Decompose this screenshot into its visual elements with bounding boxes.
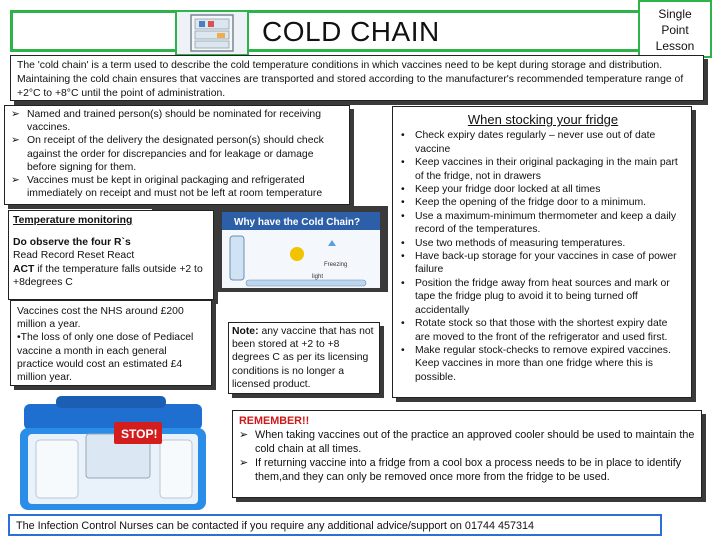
- bullet-icon: •: [401, 344, 405, 356]
- bullet-icon: •: [401, 237, 405, 249]
- stocking-list: [401, 129, 685, 384]
- cost-line-2: •The loss of only one dose of Pediacel vaccine a month in each general practice would cost an estimated £4 million year.: [17, 332, 194, 384]
- poster-freezing-label: Freezing: [324, 262, 348, 268]
- list-item: [11, 174, 345, 200]
- list-item: [239, 428, 695, 456]
- list-item-text: Have back-up storage for your vaccines in case of power failure: [415, 251, 677, 276]
- licensing-note-box: [228, 322, 380, 394]
- list-item-text: If returning vaccine into a fridge from a cool box a process needs to be in place to identify them,and they can only be removed once more from the fridge to be used.: [255, 457, 682, 483]
- list-item-text: Keep the opening of the fridge door to a minimum.: [415, 197, 647, 209]
- four-rs-heading: Do observe the four R`s: [13, 236, 131, 248]
- list-item: [239, 456, 695, 484]
- receiving-list: [11, 108, 345, 200]
- list-item-text: Rotate stock so that those with the shortest expiry date are moved to the front of the refrigerator and used first.: [415, 318, 668, 343]
- list-item: [401, 317, 685, 344]
- page-title: COLD CHAIN: [262, 16, 440, 47]
- note-text: any vaccine that has not been stored at +2 to +8 degrees C as per its licensing conditions is no longer a licensed product.: [232, 326, 374, 390]
- list-item-text: Keep vaccines in their original packaging in the main part of the fridge, not in drawers: [415, 157, 678, 182]
- bullet-icon: •: [401, 197, 405, 209]
- list-item-text: Vaccines must be kept in original packaging and refrigerated immediately on receipt and must not be left at room temperature: [27, 175, 323, 200]
- act-word: ACT: [13, 263, 35, 275]
- bullet-icon: •: [401, 157, 405, 169]
- note-label: Note:: [232, 326, 259, 337]
- intro-paragraph: The 'cold chain' is a term used to describe the cold temperature conditions in which vaccines need to be kept during storage and distribution. Maintaining the cold chain ensures that vaccines are transported and stored according to the manufacturer's recommended temperature range of +2°C to +8°C until the point of administration.: [10, 55, 704, 101]
- poster-title: Why have the Cold Chain?: [234, 217, 361, 228]
- bullet-icon: •: [401, 277, 405, 289]
- badge-line-3: Lesson: [655, 39, 695, 53]
- bullet-icon: •: [401, 184, 405, 196]
- cost-line-1: Vaccines cost the NHS around £200 million a year.: [17, 306, 184, 331]
- vaccine-cool-box-image: [10, 396, 232, 512]
- receiving-vaccines-box: [4, 105, 350, 205]
- stocking-heading: When stocking your fridge: [467, 112, 619, 127]
- list-item-text: Named and trained person(s) should be nominated for receiving vaccines.: [27, 109, 321, 134]
- list-item: [11, 134, 345, 174]
- list-item-text: Check expiry dates regularly – never use out of date vaccine: [415, 130, 656, 155]
- list-item-text: Position the fridge away from heat sources and mark or tape the fridge plug to avoid it to being turned off accidentally: [415, 277, 670, 316]
- four-rs-list: Read Record Reset React: [13, 250, 135, 261]
- vaccine-fridge-image: [175, 10, 249, 56]
- list-item-text: Keep your fridge door locked at all times: [415, 184, 601, 196]
- act-text: if the temperature falls outside +2 to +8degrees C: [13, 263, 203, 288]
- poster-light-label: light: [312, 274, 324, 280]
- remember-list: [239, 428, 695, 484]
- list-item: [401, 183, 685, 196]
- stop-label: STOP!: [121, 427, 158, 441]
- remember-box: [232, 410, 702, 498]
- arrow-icon: ➢: [239, 457, 249, 469]
- list-item-text: On receipt of the delivery the designated person(s) should check against the order for discrepancies and for leakage or damage before signing for them.: [27, 135, 324, 173]
- list-item-text: Use two methods of measuring temperatures.: [415, 237, 626, 249]
- list-item-text: Make regular stock-checks to remove expired vaccines. Keep vaccines in more than one fridge where this is possible.: [415, 344, 671, 383]
- bullet-icon: •: [401, 318, 405, 330]
- single-point-lesson-badge: [638, 0, 712, 58]
- contact-footer: The Infection Control Nurses can be contacted if you require any additional advice/support on 01744 457314: [8, 514, 662, 536]
- temperature-heading: Temperature monitoring: [13, 215, 133, 226]
- temperature-monitoring-box: [8, 210, 214, 300]
- bullet-icon: •: [401, 210, 405, 222]
- list-item: [401, 196, 685, 209]
- list-item-text: Use a maximum-minimum thermometer and keep a daily record of the temperatures.: [415, 210, 677, 236]
- bullet-icon: •: [401, 130, 405, 142]
- arrow-icon: ➢: [11, 175, 20, 187]
- list-item: [401, 210, 685, 237]
- list-item: [401, 237, 685, 250]
- arrow-icon: ➢: [11, 109, 20, 120]
- badge-line-2: Point: [661, 23, 689, 37]
- stocking-fridge-panel: [392, 106, 692, 398]
- arrow-icon: ➢: [239, 429, 249, 441]
- list-item-text: When taking vaccines out of the practice an approved cooler should be used to maintain the cold chain at all times.: [255, 429, 695, 455]
- list-item: [401, 344, 685, 384]
- list-item: [401, 277, 685, 317]
- list-item: [11, 108, 345, 134]
- fridge-icon: [177, 12, 247, 54]
- act-line: [13, 263, 209, 290]
- vaccine-cost-box: [10, 300, 212, 386]
- arrow-icon: ➢: [11, 135, 20, 147]
- list-item: [401, 250, 685, 277]
- cool-box-icon: [10, 396, 232, 512]
- list-item: [401, 156, 685, 183]
- remember-heading: REMEMBER!!: [239, 415, 310, 427]
- bullet-icon: •: [401, 251, 405, 263]
- list-item: [401, 129, 685, 156]
- badge-line-1: Single: [658, 7, 692, 21]
